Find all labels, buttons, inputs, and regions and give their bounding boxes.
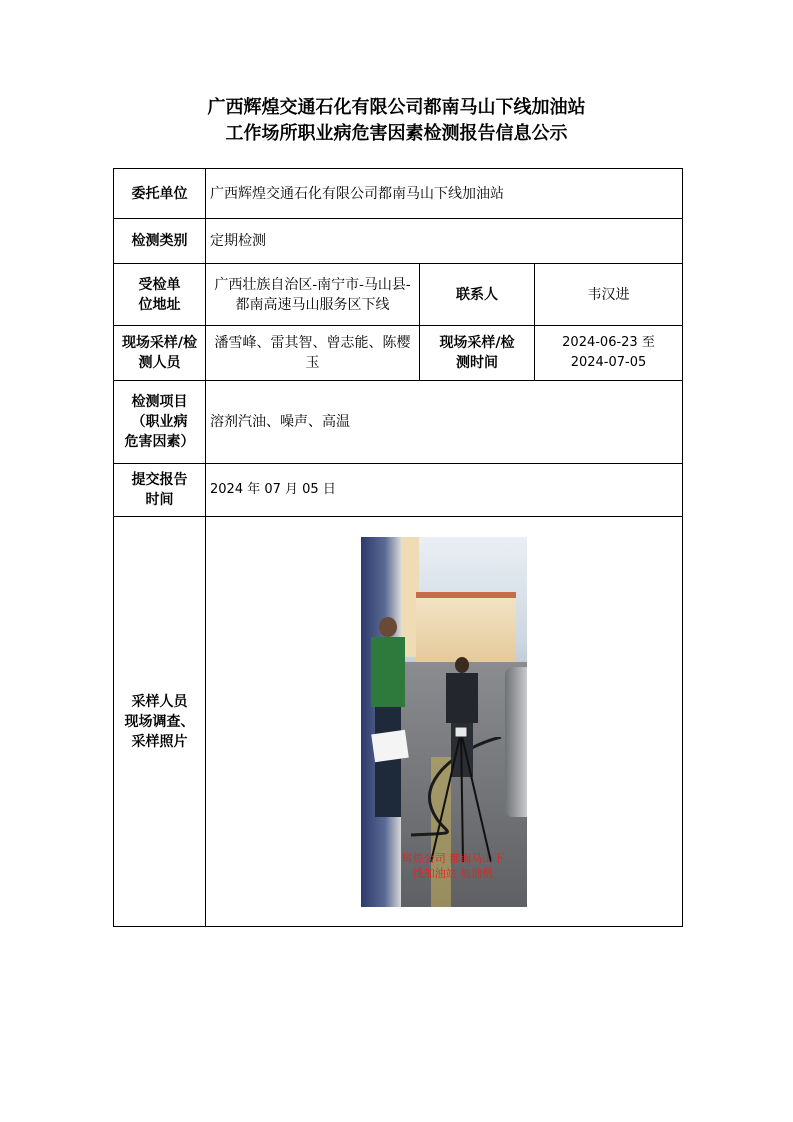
client-label: 委托单位	[114, 169, 206, 219]
address-label	[114, 264, 206, 326]
photos-label-line1: 采样人员	[131, 693, 188, 710]
report-title-line2: 工作场所职业病危害因素检测报告信息公示	[225, 123, 568, 144]
row-report-date	[114, 464, 683, 517]
photo-person-sampler	[369, 617, 405, 817]
info-table	[113, 168, 683, 927]
address-value: 广西壮族自治区-南宁市-马山县-都南高速马山服务区下线	[206, 264, 420, 326]
contact-value: 韦汉进	[535, 264, 683, 326]
row-personnel	[114, 326, 683, 381]
caption-line2: 线加油站 加油机	[412, 866, 494, 880]
row-address	[114, 264, 683, 326]
time-start: 2024-06-23 至	[562, 335, 655, 350]
items-label-line1: 检测项目	[131, 394, 188, 410]
report-date-label-line2: 时间	[145, 492, 174, 508]
row-category	[114, 219, 683, 264]
category-value: 定期检测	[206, 219, 683, 264]
personnel-value: 潘雪峰、雷其智、曾志能、陈樱玉	[206, 326, 420, 381]
contact-label: 联系人	[420, 264, 535, 326]
client-value: 广西辉煌交通石化有限公司都南马山下线加油站	[206, 169, 683, 219]
category-label: 检测类别	[114, 219, 206, 264]
report-date-label-line1: 提交报告	[131, 472, 188, 488]
sampling-photo	[361, 537, 527, 907]
photos-label	[114, 517, 206, 927]
row-client	[114, 169, 683, 219]
time-end: 2024-07-05	[570, 355, 647, 370]
photo-clipboard	[371, 729, 409, 761]
items-label-line2: （职业病	[131, 414, 188, 430]
time-value	[535, 326, 683, 381]
time-label	[420, 326, 535, 381]
row-photos	[114, 517, 683, 927]
photos-label-line2: 现场调查、	[124, 713, 195, 730]
photo-watermark-caption	[383, 851, 523, 881]
photo-cell	[206, 517, 683, 927]
address-label-text: 受检单位地址	[138, 276, 181, 313]
person1-head	[379, 617, 397, 637]
personnel-label-text: 现场采样/检测人员	[121, 335, 198, 371]
caption-line1: 辉煌公司 都南马山下	[401, 851, 505, 865]
time-label-text: 现场采样/检测时间	[439, 335, 515, 371]
report-title-line1: 广西辉煌交通石化有限公司都南马山下线加油站	[207, 97, 586, 118]
photo-building	[416, 592, 516, 663]
report-date-text: 2024 年 07 月 05 日	[210, 482, 336, 497]
report-date-value	[206, 464, 683, 517]
photos-label-line3: 采样照片	[131, 733, 188, 750]
row-items	[114, 381, 683, 464]
personnel-label	[114, 326, 206, 381]
report-date-label	[114, 464, 206, 517]
photo-tripod	[421, 727, 501, 867]
items-label	[114, 381, 206, 464]
items-value: 溶剂汽油、噪声、高温	[206, 381, 683, 464]
person2-shirt	[446, 673, 478, 723]
items-label-line3: 危害因素）	[124, 434, 195, 450]
person2-head	[455, 657, 469, 673]
person1-shirt	[371, 637, 405, 707]
